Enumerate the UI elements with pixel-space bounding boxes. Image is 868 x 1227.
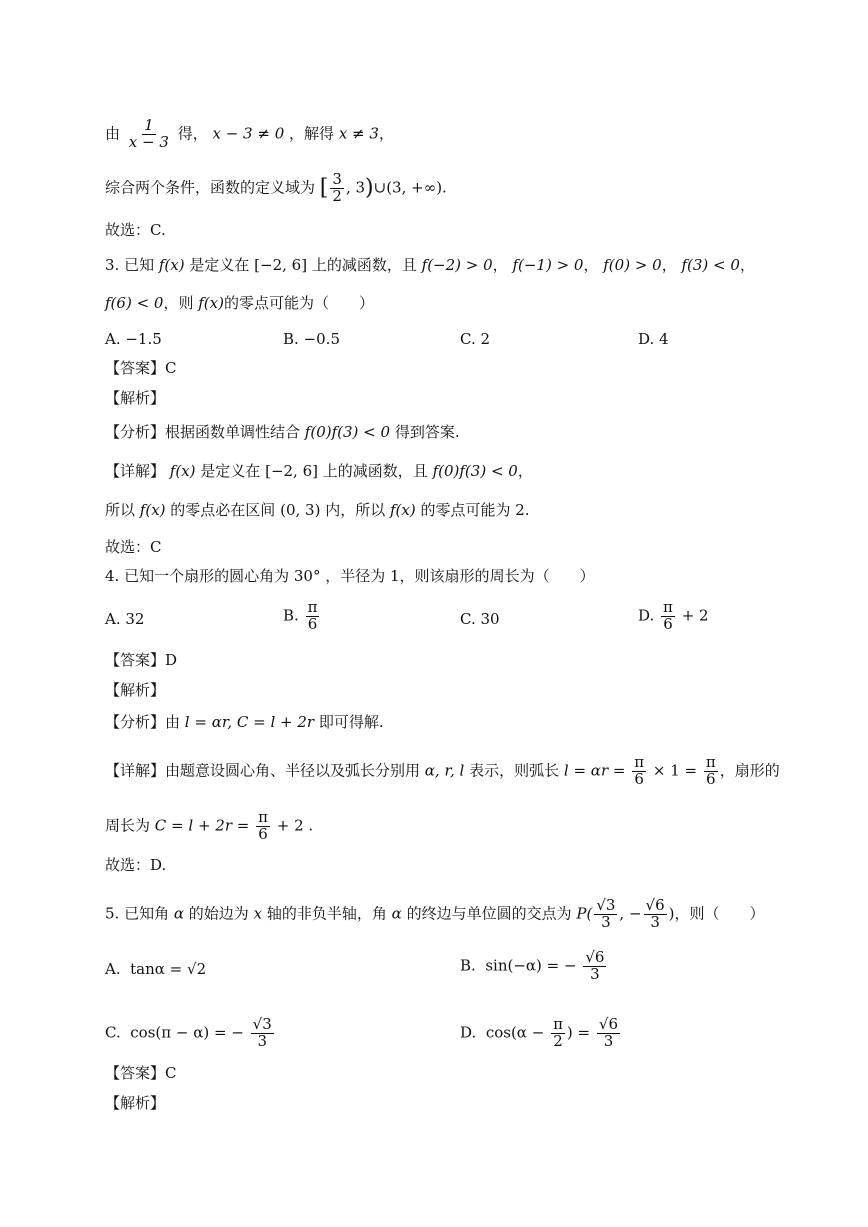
pick-line: 故选：C. — [105, 221, 166, 239]
text: ，半径为 1，则该扇形的周长为（ ） — [325, 567, 595, 585]
math: x — [253, 904, 263, 923]
q3-stem-line1: 3. 已知 f(x) 是定义在 [−2, 6] 上的减函数，且 f(−2) > 0， f(−1) > 0， f(0) > 0， f(3) < 0， — [105, 256, 755, 274]
text: 【详解】 — [105, 462, 166, 480]
q5-option-b — [460, 950, 608, 983]
fraction — [597, 1017, 620, 1050]
q4-option-b — [283, 600, 321, 633]
fraction-num: 1 — [144, 116, 154, 134]
text: 3. 已知 — [105, 256, 155, 274]
text: 的始边为 — [188, 904, 249, 923]
fraction-den: 6 — [634, 769, 644, 788]
text: 的零点可能为（ ） — [223, 294, 374, 312]
fraction-den: 3 — [257, 1031, 267, 1050]
math: f(0)f(3) < 0 — [432, 462, 518, 480]
option-letter: D. — [460, 1023, 477, 1042]
q4-option-a: A. 32 — [105, 610, 145, 628]
fraction — [256, 810, 270, 843]
math: 30° — [293, 567, 321, 585]
option-letter: C. — [105, 1023, 121, 1042]
q5-option-d — [460, 1017, 622, 1050]
fraction-num: π — [553, 1015, 563, 1033]
q5-option-a — [105, 959, 206, 979]
math: x ≠ 3 — [338, 124, 379, 143]
text: 综合两个条件，函数的定义域为 — [105, 178, 316, 197]
math: α — [173, 904, 185, 923]
q4-analysis — [105, 712, 384, 732]
fraction-den: x − 3 — [128, 132, 169, 151]
option-letter: B. — [460, 956, 476, 975]
text: ，解得 — [289, 124, 335, 143]
text: 所以 — [105, 501, 136, 519]
math: f(−2) > 0 — [421, 256, 493, 274]
text: )，则（ ） — [668, 904, 765, 923]
fraction — [306, 600, 320, 633]
q5-stem — [105, 898, 765, 931]
q4-jiexi: 【解析】 — [105, 681, 166, 699]
option-letter: A. — [105, 960, 121, 978]
math: l = αr = — [563, 761, 626, 780]
text: 即可得解. — [318, 713, 384, 731]
math: ∪(3, +∞) — [373, 178, 443, 197]
fraction-num: √6 — [598, 1015, 619, 1033]
fraction-num: π — [705, 753, 716, 771]
text: 的零点必在区间 — [170, 501, 276, 519]
math: , 3 — [345, 178, 366, 197]
fraction-num: π — [258, 808, 268, 826]
q5-jiexi: 【解析】 — [105, 1094, 166, 1112]
fraction — [330, 172, 344, 205]
math: f(x) — [390, 501, 416, 519]
q3-detail-2 — [105, 500, 530, 520]
text: 内，所以 — [325, 501, 386, 519]
fraction — [127, 118, 171, 151]
text: 【分析】根据函数单调性结合 — [105, 423, 301, 441]
math: x − 3 ≠ 0 — [212, 124, 285, 143]
text: 上的减函数，且 — [311, 256, 417, 274]
math: l = αr, C = l + 2r — [184, 713, 315, 731]
math: + 2 — [681, 606, 709, 625]
math: P( — [576, 904, 593, 923]
text: ，扇形的 — [719, 761, 780, 780]
option-letter: D. — [638, 606, 655, 625]
fraction-num: π — [663, 598, 673, 616]
fraction — [632, 755, 646, 788]
math: (0, 3) — [280, 501, 321, 519]
math: f(x) — [158, 256, 185, 274]
math: f(0) > 0 — [603, 256, 662, 274]
text: ， — [517, 462, 533, 480]
bracket: ) — [365, 175, 374, 201]
q4-option-c: C. 30 — [460, 610, 500, 628]
q4-option-d — [638, 600, 709, 633]
q3-jiexi: 【解析】 — [105, 389, 166, 407]
fraction-den: 3 — [590, 964, 600, 983]
math: × 1 = — [652, 761, 698, 780]
math: f(3) < 0 — [681, 256, 740, 274]
math: α — [391, 904, 402, 923]
math: sin(−α) = − — [485, 956, 577, 975]
text: ，则 — [163, 294, 194, 312]
text: 的零点可能为 2. — [420, 501, 530, 519]
q5-answer: 【答案】C — [105, 1064, 177, 1082]
fraction — [644, 898, 667, 931]
fraction-den: 3 — [650, 912, 660, 931]
fraction-den: 6 — [663, 614, 673, 633]
math: [−2, 6] — [254, 256, 308, 274]
fraction-den: 2 — [553, 1031, 563, 1050]
fraction — [594, 898, 617, 931]
text: 是定义在 — [200, 462, 261, 480]
math: f(x) — [198, 294, 224, 312]
option-letter: B. — [283, 606, 299, 625]
text: 由 — [105, 124, 121, 143]
math: f(6) < 0 — [105, 294, 164, 312]
q3-option-b: B. −0.5 — [283, 330, 340, 348]
math: ) = — [566, 1023, 591, 1042]
q3-option-a: A. −1.5 — [105, 330, 162, 348]
q4-stem — [105, 566, 595, 586]
math: C = l + 2r = — [154, 816, 250, 835]
fraction-num: 3 — [332, 170, 342, 188]
fraction-num: √3 — [252, 1015, 272, 1033]
text: 轴的非负半轴，角 — [266, 904, 387, 923]
text: 得， — [177, 124, 208, 143]
fraction — [583, 950, 606, 983]
text: 的终边与单位圆的交点为 — [406, 904, 572, 923]
bracket: [ — [319, 175, 329, 201]
q3-answer: 【答案】C — [105, 359, 177, 377]
math: f(−1) > 0 — [512, 256, 584, 274]
text: ， — [378, 124, 394, 143]
text: 【分析】由 — [105, 713, 181, 731]
fraction-num: √6 — [645, 896, 665, 914]
fraction-den: 6 — [307, 614, 318, 633]
q4-pick: 故选：D. — [105, 856, 167, 874]
q3-option-d: D. 4 — [638, 330, 669, 348]
fraction-num: π — [307, 598, 318, 616]
q3-option-c: C. 2 — [460, 330, 491, 348]
text: 是定义在 — [189, 256, 250, 274]
math: f(x) — [139, 501, 166, 519]
text: 【详解】由题意设圆心角、半径以及弧长分别用 — [105, 761, 421, 780]
line-domain-condition — [105, 118, 394, 151]
math: + 2 . — [276, 816, 314, 835]
fraction-den: 6 — [258, 824, 268, 843]
q4-perimeter — [105, 810, 313, 843]
math: [−2, 6] — [265, 462, 318, 480]
math: α, r, l — [424, 761, 465, 780]
math: f(0)f(3) < 0 — [304, 423, 391, 441]
line-domain-result — [105, 172, 447, 205]
text: . — [442, 178, 447, 197]
q4-answer: 【答案】D — [105, 651, 178, 669]
text: 得到答案. — [394, 423, 460, 441]
fraction-num: π — [634, 753, 645, 771]
q3-pick: 故选：C — [105, 538, 162, 556]
math: cos(π − α) = − — [130, 1023, 244, 1042]
text: 5. 已知角 — [105, 904, 170, 923]
fraction-den: 3 — [603, 1031, 614, 1050]
q3-detail — [105, 461, 533, 481]
fraction — [551, 1017, 565, 1050]
fraction-den: 2 — [332, 186, 342, 205]
math: tanα = √2 — [130, 960, 207, 978]
fraction — [704, 755, 718, 788]
fraction — [251, 1017, 274, 1050]
text: 4. 已知一个扇形的圆心角为 — [105, 567, 290, 585]
fraction-den: 3 — [601, 912, 611, 931]
q3-stem-line2 — [105, 293, 374, 313]
text: 表示，则弧长 — [469, 761, 560, 780]
q5-option-c — [105, 1017, 276, 1050]
text: 上的减函数，且 — [322, 462, 428, 480]
q4-detail — [105, 755, 780, 788]
math: (α − — [510, 1023, 545, 1042]
math: f(x) — [169, 462, 196, 480]
text: 周长为 — [105, 816, 151, 835]
fraction — [661, 600, 675, 633]
fraction-den: 6 — [706, 769, 716, 788]
fraction-num: √3 — [596, 896, 616, 914]
math: cos — [485, 1023, 511, 1042]
math: , − — [619, 904, 642, 923]
fraction-num: √6 — [585, 948, 605, 966]
q3-analysis — [105, 422, 460, 442]
